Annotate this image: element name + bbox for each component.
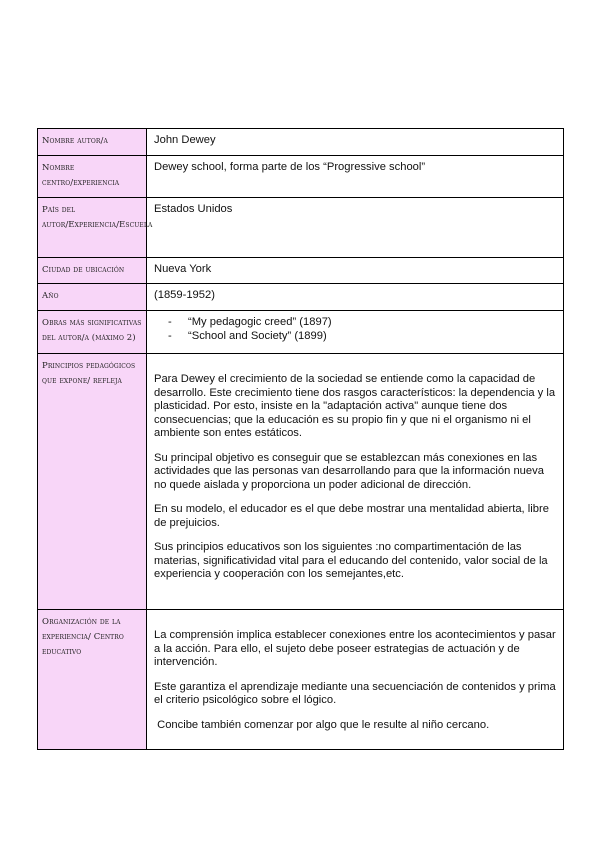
paragraph: Para Dewey el crecimiento de la sociedad se entiende como la capacidad de desarrollo. Este crecimiento tiene dos rasgos característicos: la dependencia y la plasticidad. Por esto, insiste en la "adaptación activa" aunque tiene dos consecuencias; que la educación es su propio fin y que ni el organismo ni el ambiente son entes estáticos. [154, 373, 556, 439]
paragraph: En su modelo, el educador es el que debe mostrar una mentalidad abierta, libre de prejuicios. [154, 503, 549, 529]
row-label-year: Año [38, 284, 147, 311]
list-item: - “School and Society” (1899) [168, 330, 557, 344]
table-row [38, 354, 564, 610]
row-value-author-name: John Dewey [147, 129, 564, 156]
row-label-organization: Organización de la experiencia/ Centro educativo [38, 610, 147, 750]
table-row [38, 284, 564, 311]
paragraph: La comprensión implica establecer conexiones entre los acontecimientos y pasar a la acción. Para ello, el sujeto debe poseer estrategias de actuación y de intervención. [154, 629, 556, 668]
table-row [38, 258, 564, 284]
table-row [38, 156, 564, 198]
row-value-country: Estados Unidos [147, 198, 564, 258]
paragraph: Sus principios educativos son los siguientes :no compartimentación de las materias, significatividad vital para el educando del contenido, valor social de la experiencia y cooperación con los semejantes,etc. [154, 541, 548, 580]
paragraph: Su principal objetivo es conseguir que se establezcan más conexiones en las actividades que las personas van desarrollando para que la información nueva no quede aislada y proporciona un poder adicional de dirección. [154, 451, 544, 491]
paragraph: Concibe también comenzar por algo que le resulte al niño cercano. [154, 718, 490, 731]
table-row [38, 311, 564, 354]
row-label-author-name: Nombre autor/a [38, 129, 147, 156]
table-row [38, 129, 564, 156]
row-value-center-name: Dewey school, forma parte de los “Progressive school” [147, 156, 564, 198]
author-info-table [37, 128, 564, 750]
row-label-principles: Principios pedagógicos que expone/ refleja [38, 354, 147, 610]
row-label-works: Obras más significativas del autor/a (máximo 2) [38, 311, 147, 354]
row-value-organization [147, 610, 564, 750]
works-list [154, 316, 557, 343]
row-value-year: (1859-1952) [147, 284, 564, 311]
row-label-center-name: Nombre centro/experiencia [38, 156, 147, 198]
list-item: - “My pedagogic creed” (1897) [168, 316, 557, 330]
row-value-city: Nueva York [147, 258, 564, 284]
row-label-city: Ciudad de ubicación [38, 258, 147, 284]
paragraph: Este garantiza el aprendizaje mediante una secuenciación de contenidos y prima el criterio psicológico sobre el lógico. [154, 680, 556, 706]
row-value-principles [147, 354, 564, 610]
row-label-country: País del autor/Experiencia/Escuela [38, 198, 147, 258]
row-value-works [147, 311, 564, 354]
table-row [38, 198, 564, 258]
table-row [38, 610, 564, 750]
